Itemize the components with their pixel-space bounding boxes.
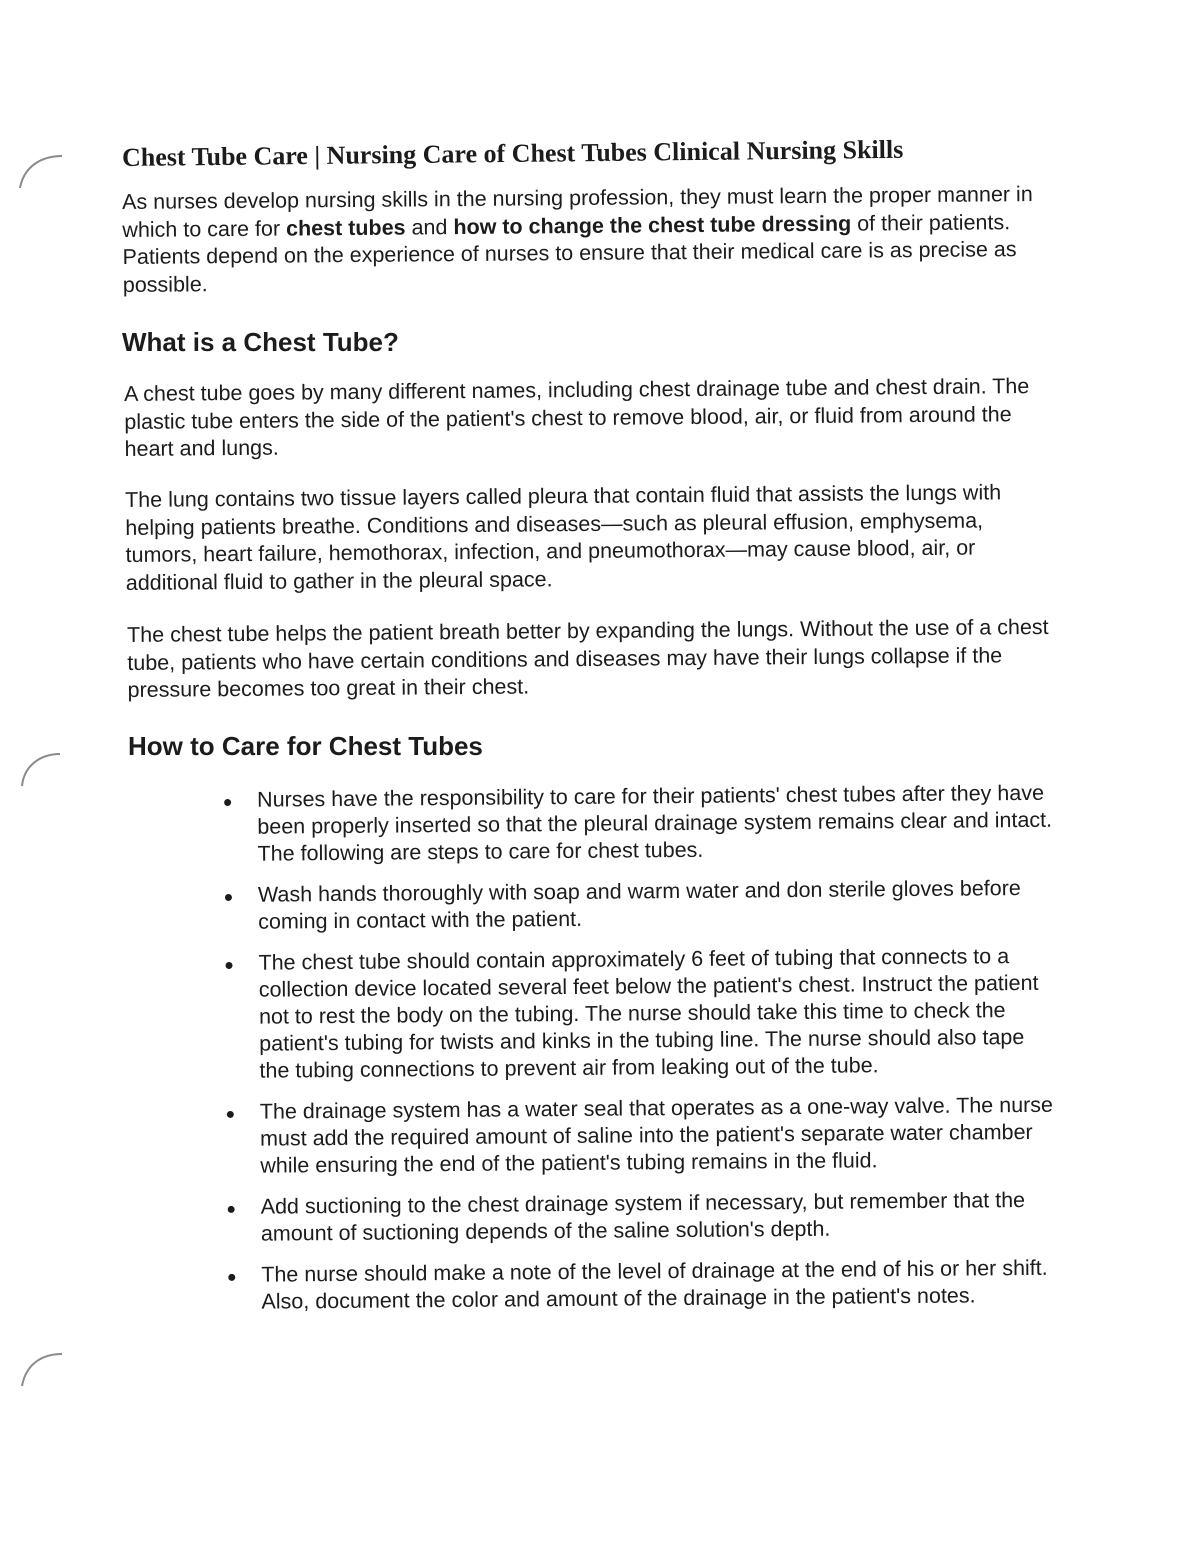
list-item-text: Add suctioning to the chest drainage system if necessary, but remember that the amount of suctioning depends of the saline solution's depth.	[260, 1188, 1026, 1246]
list-item	[223, 875, 1053, 936]
paragraph: A chest tube goes by many different names, including chest drainage tube and chest drain. The plastic tube enters the side of the patient's chest to remove blood, air, or fluid from around the heart and lungs.	[124, 374, 1030, 461]
bullet-icon	[224, 799, 231, 806]
list-item	[223, 943, 1054, 1085]
list-item	[225, 1092, 1056, 1180]
list-item-text: The nurse should make a note of the level of drainage at the end of his or her shift. Also, document the color and amount of the drainage in the patient's notes.	[261, 1255, 1048, 1314]
list-item	[226, 1187, 1056, 1248]
chest-tubes-emphasis: chest tubes	[285, 215, 406, 241]
paragraph: The chest tube helps the patient breath better by expanding the lungs. Without the use of a chest tube, patients who have certain conditions and diseases may have their lungs collapse if the pressure becomes too great in their chest.	[127, 614, 1049, 702]
list-item-text: Nurses have the responsibility to care for their patients' chest tubes after they have been properly inserted so that the pleural drainage system remains clear and intact. The following are steps to care for chest tubes.	[257, 780, 1053, 866]
list-item	[226, 1255, 1056, 1316]
intro-text: As nurses develop nursing skills in the nursing profession, they must learn the proper manner in which to care for	[122, 182, 1033, 242]
care-steps-list	[222, 780, 1057, 1330]
section-heading-what-is-chest-tube: What is a Chest Tube?	[122, 327, 399, 357]
bullet-icon	[228, 1206, 235, 1213]
list-item-text: Wash hands thoroughly with soap and warm water and don sterile gloves before coming in contact with the patient.	[257, 876, 1021, 934]
dressing-emphasis: how to change the chest tube dressing	[453, 211, 852, 239]
list-item-text: The chest tube should contain approximately 6 feet of tubing that connects to a collection device located several feet below the patient's chest. Instruct the patient not to rest the body on the tubing. The nurse should take this time to check the patient's tubing for twists and kinks in the tubing line. The nurse should also tape the tubing connections to prevent air from leaking out of the tube.	[258, 944, 1039, 1083]
list-item-text: The drainage system has a water seal that operates as a one-way valve. The nurse must add the required amount of saline into the patient's separate water chamber while ensuring the end of the patient's tubing remains in the fluid.	[259, 1092, 1054, 1178]
paragraph: The lung contains two tissue layers called pleura that contain fluid that assists the lungs with helping patients breathe. Conditions and diseases—such as pleural effusion, emphysema, tumors, heart failure, hemothorax, infection, and pneumothorax—may cause blood, air, or additional fluid to gather in the pleural space.	[125, 480, 1002, 595]
intro-text: and	[405, 214, 454, 240]
punch-hole-mark-icon	[14, 1346, 66, 1406]
punch-hole-mark-icon	[14, 746, 66, 806]
intro-paragraph	[122, 181, 1058, 299]
bullet-icon	[226, 962, 233, 969]
punch-hole-mark-icon	[14, 148, 66, 208]
section-heading-how-to-care: How to Care for Chest Tubes	[128, 731, 483, 761]
bullet-icon	[225, 894, 232, 901]
bullet-icon	[227, 1111, 234, 1118]
list-item	[222, 780, 1053, 868]
bullet-icon	[228, 1274, 235, 1281]
intro-text: of their patients. Patients depend on the experience of nurses to ensure that their medical care is as precise as possible.	[122, 209, 1017, 297]
page-title: Chest Tube Care | Nursing Care of Chest Tubes Clinical Nursing Skills	[121, 134, 904, 172]
